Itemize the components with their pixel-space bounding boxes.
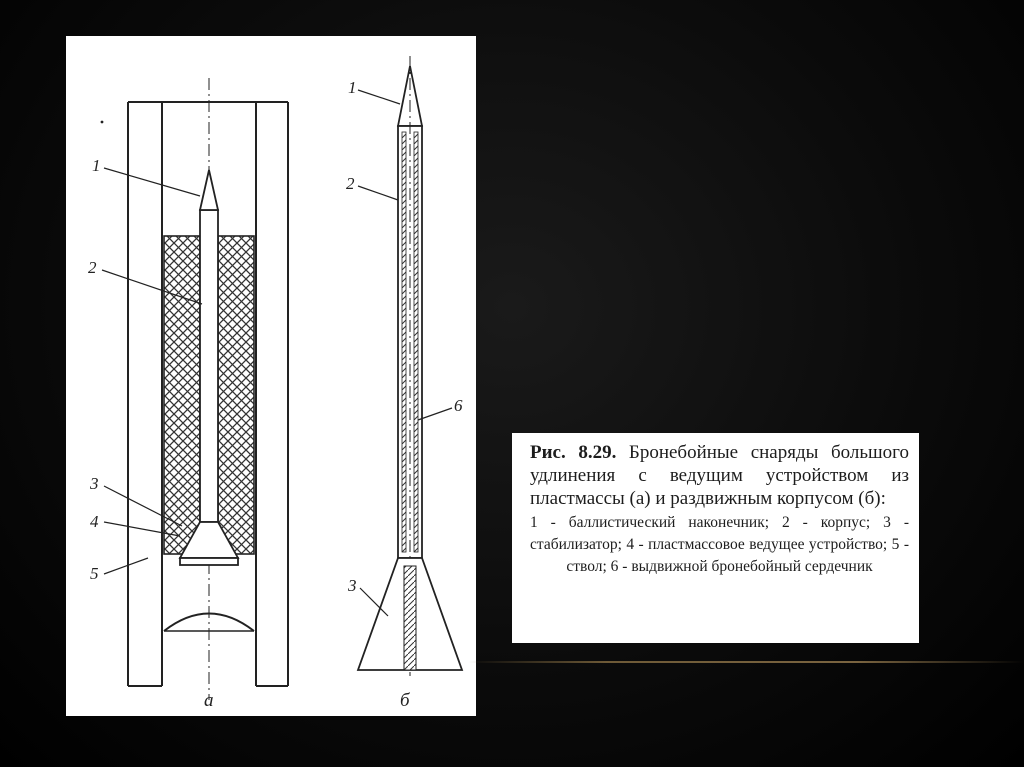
label-a-3: 3 (90, 474, 99, 493)
sublabel-a: а (204, 690, 214, 711)
label-a-4: 4 (90, 512, 99, 531)
figure-caption (512, 433, 919, 643)
label-a-1: 1 (92, 156, 101, 175)
caption-title: Бронебойные снаряды большого удлинения с ведущим устройством из пластмассы (а) и раздвижным корпусом (б): (530, 442, 909, 509)
label-b-6: 6 (454, 396, 463, 415)
sabot-right (218, 236, 254, 554)
label-b-2: 2 (346, 174, 355, 193)
accent-divider (468, 661, 1024, 663)
sublabel-b: б (400, 690, 410, 711)
ballistic-tip (200, 170, 218, 210)
caption-heading (530, 441, 909, 510)
projectile-drawings (66, 36, 476, 716)
label-a-5: 5 (90, 564, 99, 583)
penetrator-body (200, 210, 218, 522)
label-a-2: 2 (88, 258, 97, 277)
drawing-a (101, 78, 288, 700)
figure-panel (66, 36, 476, 716)
drawing-b (358, 56, 462, 676)
label-b-3: 3 (348, 576, 357, 595)
caption-legend: 1 - баллистический наконечник; 2 - корпус; 3 - стабилизатор; 4 - пластмассовое ведущее устройство; 5 - ствол; 6 - выдвижной бронебойный сердечник (530, 514, 909, 575)
caption-number: Рис. 8.29. (530, 442, 617, 463)
sabot-left (164, 236, 200, 554)
label-b-1: 1 (348, 78, 357, 97)
